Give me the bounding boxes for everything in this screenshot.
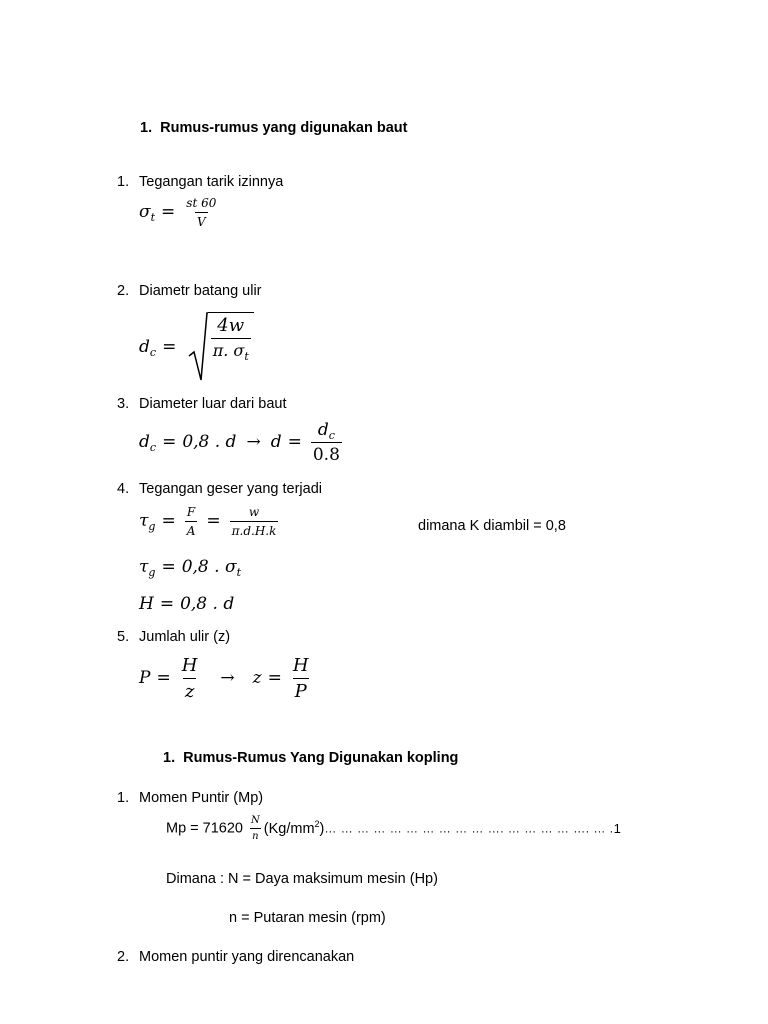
- section2-heading: [163, 750, 458, 766]
- fraction-numerator: st 60: [186, 196, 217, 210]
- item-number: 4.: [117, 481, 130, 497]
- equation-number: 1: [613, 821, 621, 836]
- fraction-numerator: 4w: [217, 315, 245, 336]
- formula-root-diameter: [139, 312, 254, 382]
- fraction: [184, 196, 218, 229]
- formula-shear-stress: [139, 505, 281, 538]
- unit-text: (Kg/mm: [263, 821, 315, 838]
- equals-sign: =: [287, 432, 302, 452]
- implies-arrow: →: [246, 432, 261, 452]
- fraction-denominator: π.d.H.k: [230, 521, 279, 538]
- formula-expression: 0,8 . σ: [181, 557, 237, 577]
- formula-subscript: t: [150, 211, 156, 224]
- formula-expression: 0,8 . d: [182, 432, 237, 452]
- fraction-numerator: [316, 420, 337, 442]
- item-label: Momen puntir yang direncanakan: [139, 949, 355, 965]
- unit-close: ): [319, 821, 325, 838]
- formula-expression: 0,8 . d: [180, 594, 235, 614]
- item-number: 1.: [117, 790, 130, 806]
- formula-symbol: σ: [139, 202, 151, 222]
- formula-symbol: z: [252, 668, 262, 688]
- formula-subscript: c: [328, 429, 335, 442]
- fraction-denominator: A: [185, 521, 198, 538]
- formula-prefix: Mp = 71620: [166, 820, 243, 837]
- formula-torque: [166, 815, 621, 842]
- fraction-numerator: N: [251, 815, 260, 826]
- fraction-denominator: n: [250, 828, 260, 842]
- denominator-text: π. σ: [212, 341, 245, 360]
- list-item: [117, 790, 264, 806]
- item-label: Jumlah ulir (z): [139, 629, 231, 645]
- formula-subscript: t: [236, 566, 241, 579]
- fraction-denominator: [211, 338, 251, 363]
- formula-subscript: t: [244, 350, 249, 363]
- formula-symbol: d: [270, 432, 282, 452]
- fraction: [230, 505, 279, 538]
- fraction: [180, 655, 200, 702]
- formula-symbol: H: [139, 594, 154, 614]
- formula-subscript: g: [148, 520, 156, 533]
- formula-symbol: P: [139, 668, 151, 688]
- formula-outer-diameter: [139, 420, 345, 465]
- equals-sign: =: [267, 668, 282, 688]
- definition-line: n = Putaran mesin (rpm): [229, 910, 386, 926]
- list-item: [117, 396, 287, 412]
- fraction: [211, 315, 251, 363]
- formula-symbol: d: [139, 337, 150, 357]
- formula-note: dimana K diambil = 0,8: [418, 518, 566, 534]
- fraction-numerator: w: [248, 505, 260, 519]
- leader-dots: … … … … … … … … … … …. … … … … …. … .: [324, 821, 614, 836]
- list-item: [117, 283, 262, 299]
- fraction: [185, 505, 198, 538]
- equals-sign: =: [161, 511, 176, 531]
- equals-sign: =: [161, 202, 176, 222]
- formula-thread-count: [139, 655, 314, 702]
- fraction-denominator: P: [293, 678, 309, 702]
- list-item: [117, 949, 355, 965]
- equals-sign: =: [206, 511, 221, 531]
- item-number: 3.: [117, 396, 130, 412]
- fraction-denominator: V: [195, 212, 208, 229]
- item-label: Tegangan tarik izinnya: [139, 174, 284, 190]
- unit-superscript: 2: [314, 819, 320, 830]
- fraction: [249, 815, 262, 842]
- formula-unit: [264, 821, 325, 837]
- fraction-numerator: H: [181, 655, 198, 676]
- item-label: Tegangan geser yang terjadi: [139, 481, 322, 497]
- list-item: [117, 629, 231, 645]
- item-number: 2.: [117, 949, 130, 965]
- section2-title: Rumus-Rumus Yang Digunakan kopling: [183, 750, 459, 766]
- section1-number: 1.: [140, 120, 153, 136]
- definition-line: Dimana : N = Daya maksimum mesin (Hp): [166, 871, 438, 887]
- equals-sign: =: [162, 337, 177, 357]
- formula-symbol: τ: [139, 557, 149, 577]
- radicand: [208, 312, 254, 382]
- section2-number: 1.: [163, 750, 176, 766]
- item-label: Diameter luar dari baut: [139, 396, 287, 412]
- square-root: [188, 312, 254, 382]
- implies-arrow: →: [220, 668, 235, 688]
- item-number: 1.: [117, 174, 130, 190]
- section1-heading: [140, 120, 408, 136]
- equals-sign: =: [159, 594, 175, 614]
- list-item: [117, 481, 322, 497]
- radical-sign-icon: [188, 312, 208, 382]
- list-item: [117, 174, 284, 190]
- equals-sign: =: [156, 668, 171, 688]
- equals-sign: =: [161, 557, 176, 577]
- fraction-numerator: H: [292, 655, 309, 676]
- formula-symbol: d: [139, 432, 150, 452]
- formula-shear-stress-2: [139, 557, 241, 577]
- item-number: 5.: [117, 629, 130, 645]
- fraction: [291, 655, 311, 702]
- formula-subscript: g: [148, 566, 156, 579]
- formula-tensile-stress: [139, 196, 221, 229]
- formula-subscript: c: [149, 346, 157, 359]
- fraction-numerator: F: [186, 505, 196, 519]
- formula-nut-height: [139, 594, 234, 614]
- item-label: Momen Puntir (Mp): [139, 790, 264, 806]
- numerator-text: d: [317, 420, 329, 440]
- fraction-denominator: 0.8: [311, 442, 342, 465]
- equals-sign: =: [162, 432, 177, 452]
- formula-subscript: c: [149, 441, 157, 454]
- formula-symbol: τ: [139, 511, 149, 531]
- item-label: Diametr batang ulir: [139, 283, 262, 299]
- item-number: 2.: [117, 283, 130, 299]
- section1-title: Rumus-rumus yang digunakan baut: [160, 120, 408, 136]
- fraction-denominator: z: [183, 678, 196, 702]
- fraction: [311, 420, 342, 465]
